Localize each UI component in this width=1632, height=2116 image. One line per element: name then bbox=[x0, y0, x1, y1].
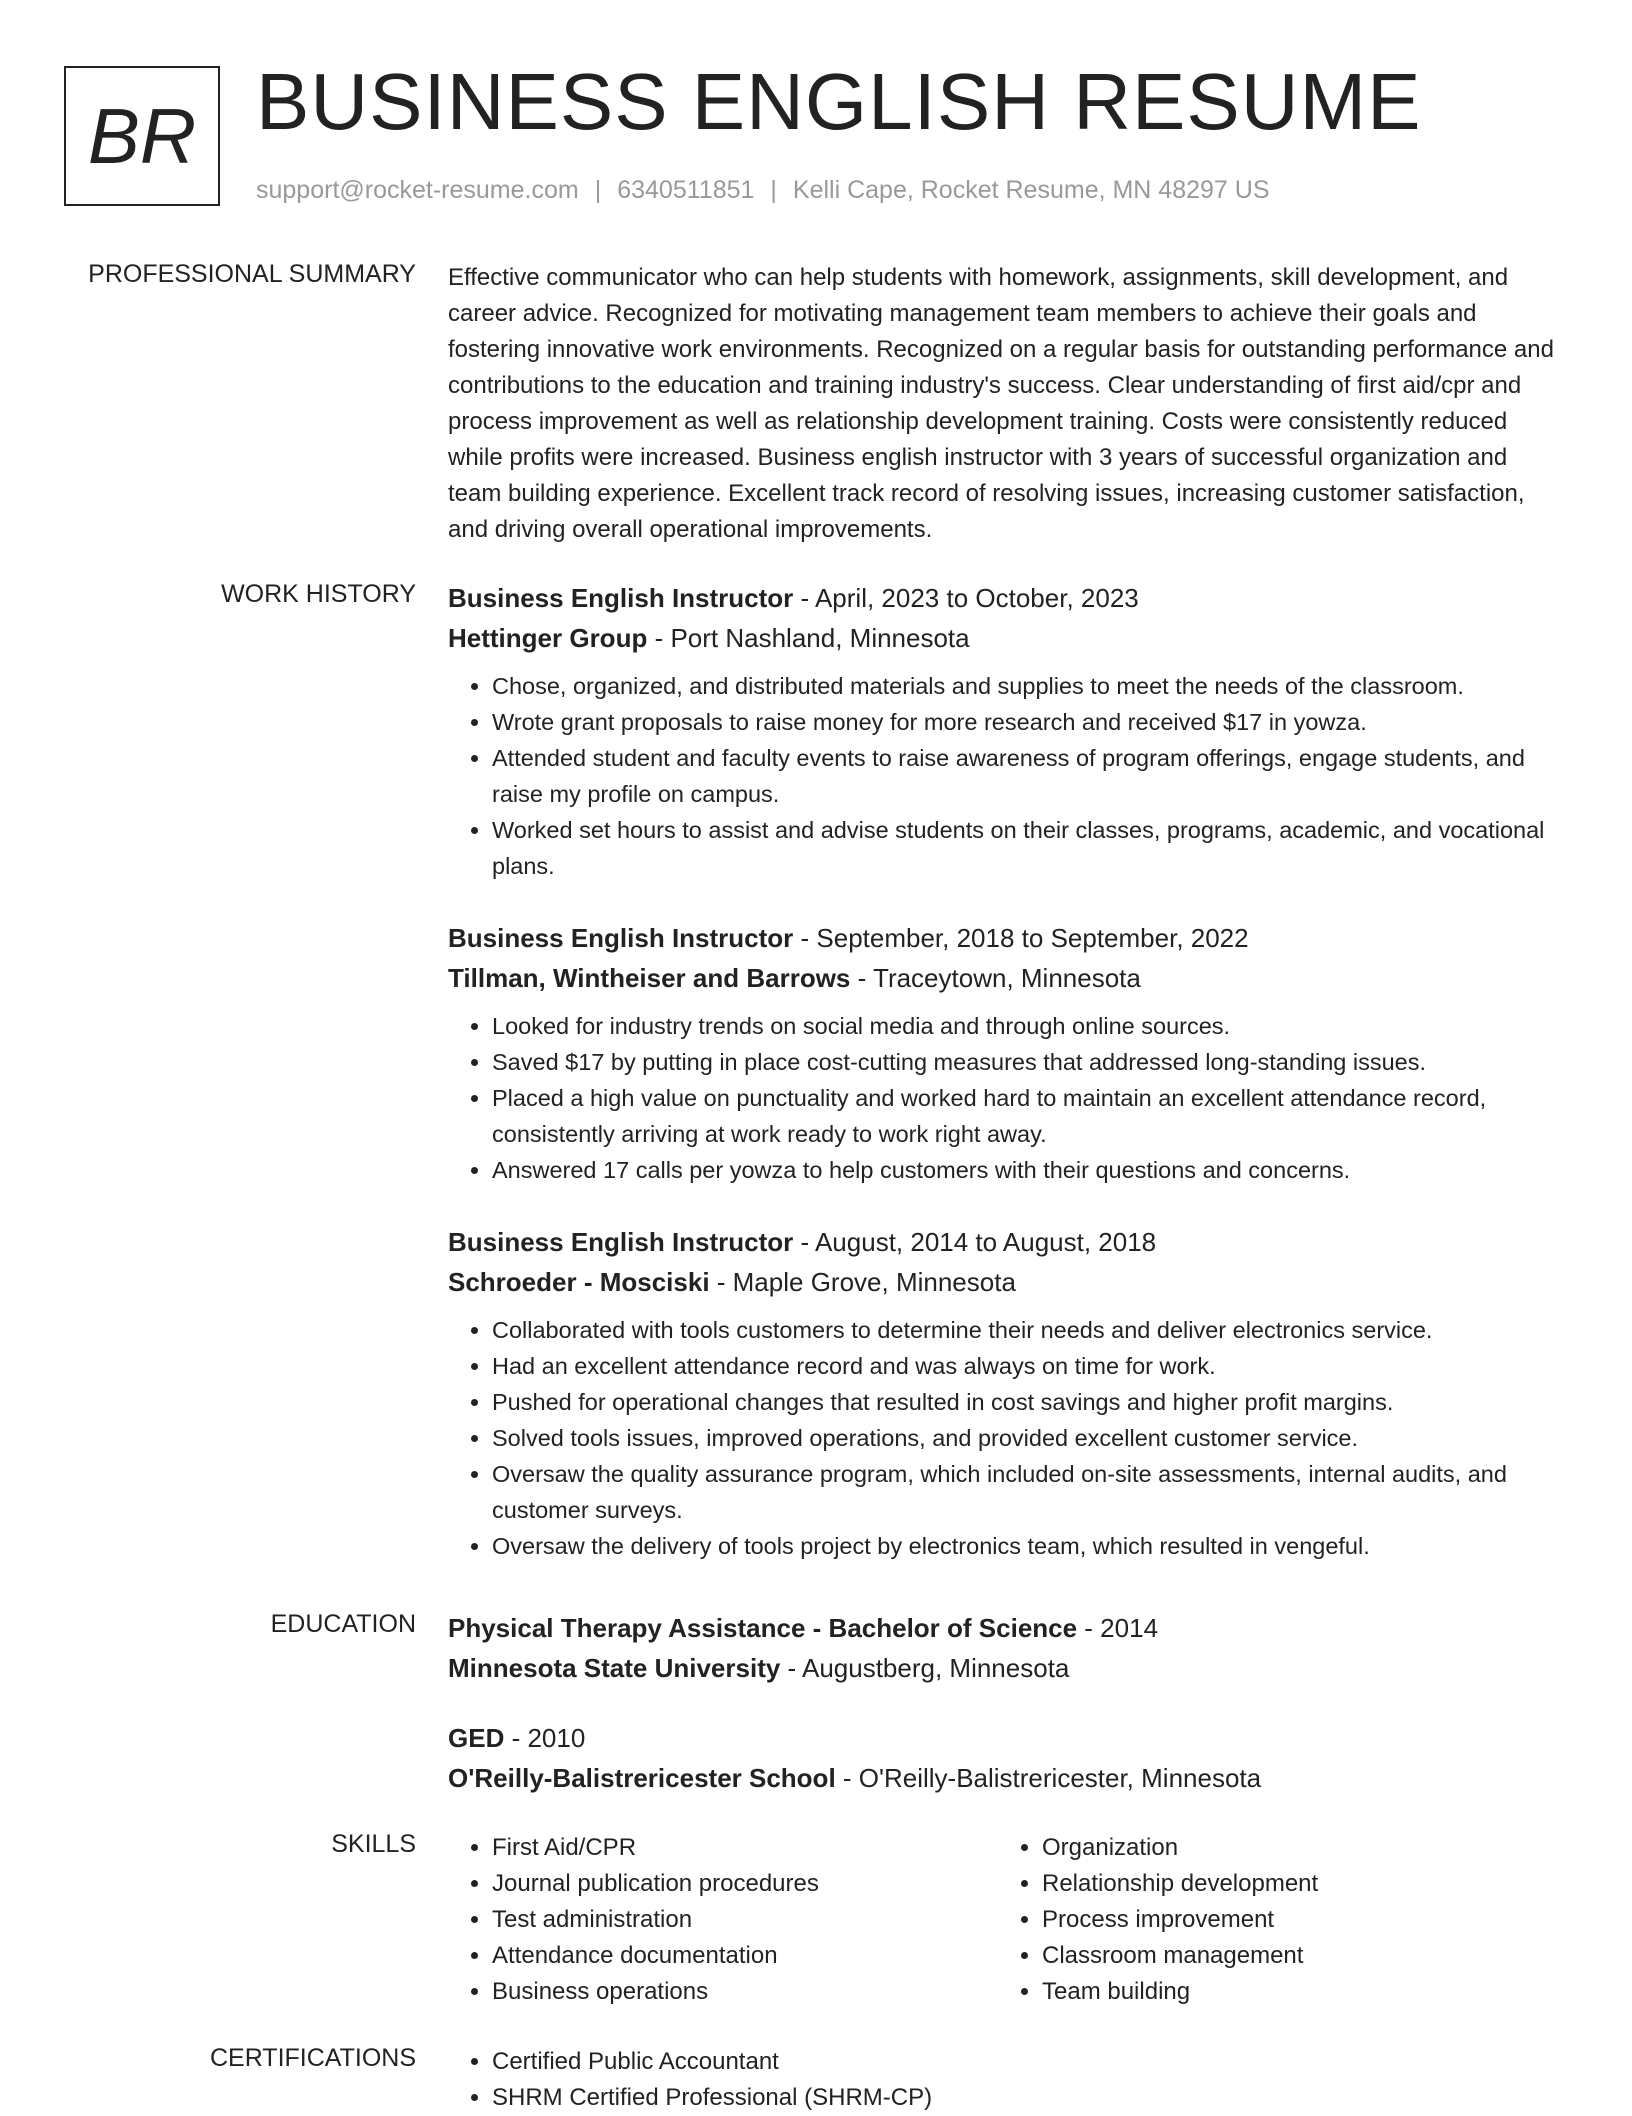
certifications-body bbox=[448, 2044, 1564, 2116]
job-entry bbox=[448, 1222, 1564, 1564]
job-bullet: • Collaborated with tools customers to determine their needs and deliver electronics service. bbox=[492, 1312, 1564, 1348]
job-bullet: • Pushed for operational changes that resulted in cost savings and higher profit margins. bbox=[492, 1384, 1564, 1420]
education-degree-line bbox=[448, 1718, 1564, 1758]
job-location: - Maple Grove, Minnesota bbox=[709, 1267, 1016, 1297]
education-body bbox=[448, 1608, 1564, 1828]
job-entry bbox=[448, 918, 1564, 1188]
section-title-skills: SKILLS bbox=[331, 1830, 416, 1858]
job-company-line bbox=[448, 618, 1564, 658]
job-bullet: • Solved tools issues, improved operations, and provided excellent customer service. bbox=[492, 1420, 1564, 1456]
education-school-line bbox=[448, 1648, 1564, 1688]
job-bullet: • Worked set hours to assist and advise students on their classes, programs, academic, and vocational plans. bbox=[492, 812, 1564, 884]
skills-list-left bbox=[448, 1830, 998, 2010]
education-school: Minnesota State University bbox=[448, 1653, 781, 1683]
job-dates: - August, 2014 to August, 2018 bbox=[793, 1227, 1157, 1257]
job-bullet: • Had an excellent attendance record and was always on time for work. bbox=[492, 1348, 1564, 1384]
education-school: O'Reilly-Balistrericester School bbox=[448, 1763, 836, 1793]
monogram-logo: BR bbox=[64, 66, 220, 206]
certification-item: • SHRM Certified Professional (SHRM-CP) bbox=[492, 2080, 1564, 2116]
job-bullet: • Placed a high value on punctuality and worked hard to maintain an excellent attendance record, consistently arriving at work ready to work right away. bbox=[492, 1080, 1564, 1152]
contact-phone: 6340511851 bbox=[617, 176, 755, 204]
skill-item: • Process improvement bbox=[1042, 1902, 1548, 1938]
summary-text: Effective communicator who can help students with homework, assignments, skill development, and career advice. Recognized for motivating management team members to achieve their goals and fostering innovative work environments. Recognized on a regular basis for outstanding performance and contributions to the education and training industry's success. Clear understanding of first aid/cpr and process improvement as well as relationship development training. Costs were consistently reduced while profits were increased. Business english instructor with 3 years of successful organization and team building experience. Excellent track record of resolving issues, increasing customer satisfaction, and driving overall operational improvements. bbox=[448, 264, 1554, 543]
education-degree: Physical Therapy Assistance - Bachelor of Science bbox=[448, 1613, 1078, 1643]
job-role: Business English Instructor bbox=[448, 1227, 794, 1257]
job-company-line bbox=[448, 958, 1564, 998]
skills-body bbox=[448, 1830, 1564, 2010]
section-title-certifications: CERTIFICATIONS bbox=[209, 2044, 416, 2072]
skill-item: • Journal publication procedures bbox=[492, 1866, 998, 1902]
certification-item: • Certified Public Accountant bbox=[492, 2044, 1564, 2080]
skill-item: • Test administration bbox=[492, 1902, 998, 1938]
skills-list-right bbox=[998, 1830, 1548, 2010]
education-location: - O'Reilly-Balistrericester, Minnesota bbox=[835, 1763, 1262, 1793]
skill-item: • Relationship development bbox=[1042, 1866, 1548, 1902]
education-entry bbox=[448, 1608, 1564, 1688]
section-title-education: EDUCATION bbox=[270, 1610, 416, 1638]
job-company-line bbox=[448, 1262, 1564, 1302]
education-year: - 2010 bbox=[504, 1723, 586, 1753]
education-degree-line bbox=[448, 1608, 1564, 1648]
work-body bbox=[448, 578, 1564, 1598]
job-bullet: • Oversaw the delivery of tools project by electronics team, which resulted in vengeful. bbox=[492, 1528, 1564, 1564]
job-bullet: • Attended student and faculty events to raise awareness of program offerings, engage students, and raise my profile on campus. bbox=[492, 740, 1564, 812]
contact-separator: | bbox=[594, 176, 602, 204]
job-title-line bbox=[448, 578, 1564, 618]
section-title-summary: PROFESSIONAL SUMMARY bbox=[88, 260, 416, 288]
contact-address: Kelli Cape, Rocket Resume, MN 48297 US bbox=[792, 176, 1270, 204]
contact-line bbox=[256, 176, 1270, 205]
job-company: Hettinger Group bbox=[448, 623, 648, 653]
education-year: - 2014 bbox=[1077, 1613, 1159, 1643]
job-dates: - April, 2023 to October, 2023 bbox=[793, 583, 1139, 613]
job-bullets bbox=[448, 668, 1564, 884]
skill-item: • Team building bbox=[1042, 1974, 1548, 2010]
skill-item: • Classroom management bbox=[1042, 1938, 1548, 1974]
job-bullet: • Looked for industry trends on social media and through online sources. bbox=[492, 1008, 1564, 1044]
education-entry bbox=[448, 1718, 1564, 1798]
job-bullets bbox=[448, 1008, 1564, 1188]
job-bullet: • Oversaw the quality assurance program, which included on-site assessments, internal audits, and customer surveys. bbox=[492, 1456, 1564, 1528]
job-bullets bbox=[448, 1312, 1564, 1564]
job-dates: - September, 2018 to September, 2022 bbox=[793, 923, 1249, 953]
certifications-list bbox=[448, 2044, 1564, 2116]
job-title-line bbox=[448, 918, 1564, 958]
contact-separator: | bbox=[770, 176, 777, 204]
skills-columns bbox=[448, 1830, 1564, 2010]
job-location: - Port Nashland, Minnesota bbox=[647, 623, 970, 653]
job-company: Tillman, Wintheiser and Barrows bbox=[448, 963, 851, 993]
education-degree: GED bbox=[448, 1723, 505, 1753]
contact-email: support@rocket-resume.com bbox=[256, 176, 579, 204]
job-location: - Traceytown, Minnesota bbox=[850, 963, 1141, 993]
resume-title: BUSINESS ENGLISH RESUME bbox=[256, 57, 1422, 146]
job-bullet: • Saved $17 by putting in place cost-cutting measures that addressed long-standing issues. bbox=[492, 1044, 1564, 1080]
job-role: Business English Instructor bbox=[448, 923, 794, 953]
section-title-work: WORK HISTORY bbox=[221, 580, 416, 608]
skill-item: • Organization bbox=[1042, 1830, 1548, 1866]
job-entry bbox=[448, 578, 1564, 884]
skill-item: • Attendance documentation bbox=[492, 1938, 998, 1974]
skill-item: • Business operations bbox=[492, 1974, 998, 2010]
job-bullet: • Answered 17 calls per yowza to help customers with their questions and concerns. bbox=[492, 1152, 1564, 1188]
job-role: Business English Instructor bbox=[448, 583, 794, 613]
job-bullet: • Chose, organized, and distributed materials and supplies to meet the needs of the classroom. bbox=[492, 668, 1564, 704]
summary-body bbox=[448, 260, 1564, 548]
job-bullet: • Wrote grant proposals to raise money for more research and received $17 in yowza. bbox=[492, 704, 1564, 740]
education-location: - Augustberg, Minnesota bbox=[780, 1653, 1070, 1683]
job-company: Schroeder - Mosciski bbox=[448, 1267, 710, 1297]
job-title-line bbox=[448, 1222, 1564, 1262]
skill-item: • First Aid/CPR bbox=[492, 1830, 998, 1866]
education-school-line bbox=[448, 1758, 1564, 1798]
